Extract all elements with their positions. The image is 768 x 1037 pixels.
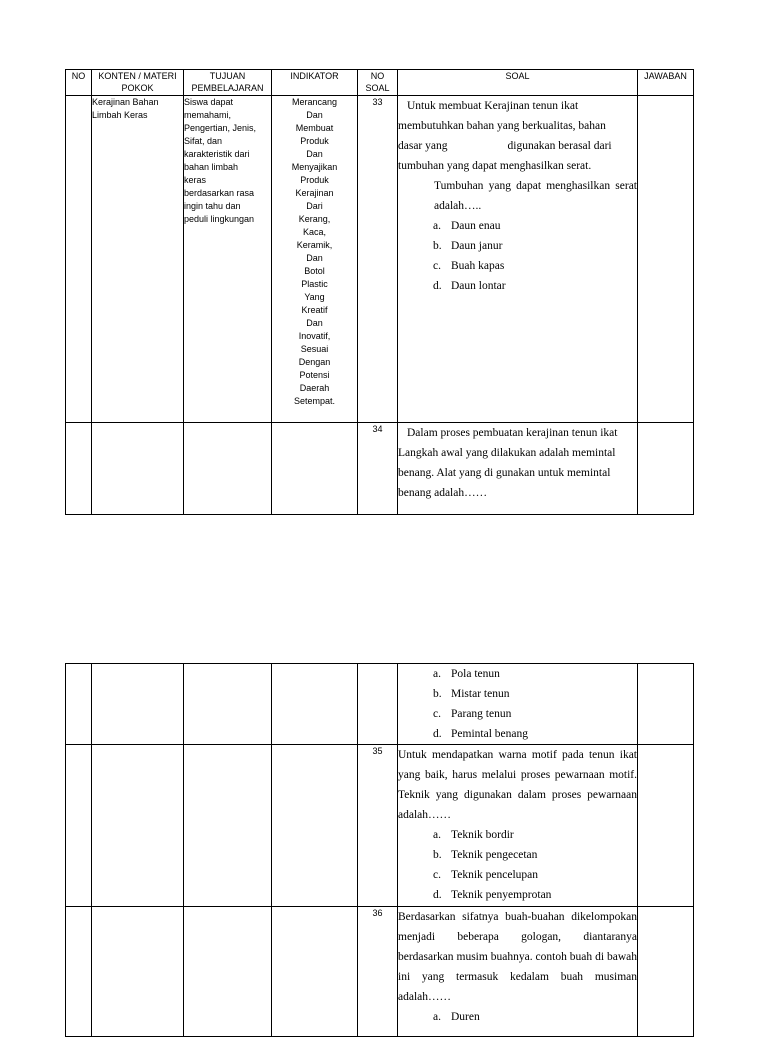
answer-option <box>398 256 637 276</box>
cell-tujuan <box>184 664 272 745</box>
question-number: 34 <box>358 423 398 515</box>
cell-no <box>66 907 92 1037</box>
answer-options <box>398 1007 637 1027</box>
option-text: Teknik bordir <box>451 829 514 841</box>
cell-indikator <box>272 423 358 515</box>
answer-option <box>398 1007 637 1027</box>
option-text: Duren <box>451 1011 480 1023</box>
answer-option <box>398 704 637 724</box>
question-number: 33 <box>358 96 398 423</box>
question-line: membutuhkan bahan yang berkualitas, bahan <box>398 120 606 132</box>
option-text: Buah kapas <box>451 260 505 272</box>
option-letter: b. <box>433 849 442 861</box>
header-konten: KONTEN / MATERI POKOK <box>92 70 184 96</box>
option-letter: c. <box>433 708 441 720</box>
cell-konten: Kerajinan Bahan Limbah Keras <box>92 96 184 423</box>
cell-no-soal <box>358 664 398 745</box>
cell-indikator <box>272 664 358 745</box>
option-letter: a. <box>433 220 441 232</box>
table-row-33 <box>66 96 694 423</box>
option-letter: c. <box>433 869 441 881</box>
option-letter: b. <box>433 240 442 252</box>
option-letter: a. <box>433 829 441 841</box>
answer-option <box>398 845 637 865</box>
question-table-part-2 <box>65 663 694 1037</box>
answer-options <box>398 825 637 905</box>
option-text: Teknik pengecetan <box>451 849 538 861</box>
option-text: Pemintal benang <box>451 728 528 740</box>
answer-option <box>398 236 637 256</box>
question-text: Berdasarkan sifatnya buah-buahan dikelompokan menjadi beberapa gologan, diantaranya berdasarkan musim buahnya. contoh buah di bawah ini yang termasuk kedalam buah musiman adalah…… <box>398 911 637 1003</box>
header-jawaban: JAWABAN <box>638 70 694 96</box>
answer-option <box>398 276 637 296</box>
question-line: benang. Alat yang di gunakan untuk memintal <box>398 467 611 479</box>
question-35 <box>398 745 638 907</box>
question-36 <box>398 907 638 1037</box>
option-text: Daun enau <box>451 220 501 232</box>
cell-konten <box>92 907 184 1037</box>
option-letter: b. <box>433 688 442 700</box>
header-no-soal: NO SOAL <box>358 70 398 96</box>
cell-tujuan: Siswa dapat memahami, Pengertian, Jenis, Sifat, dan karakteristik dari bahan limbah keras berdasarkan rasa ingin tahu dan peduli lingkungan <box>184 96 272 423</box>
question-fragment: dasar yang <box>398 140 448 152</box>
question-34 <box>398 423 638 515</box>
answer-option <box>398 724 637 744</box>
option-text: Teknik penyemprotan <box>451 889 552 901</box>
cell-no <box>66 745 92 907</box>
question-line: benang adalah…… <box>398 487 488 499</box>
option-text: Parang tenun <box>451 708 512 720</box>
answer-option <box>398 885 637 905</box>
option-letter: a. <box>433 668 441 680</box>
option-text: Teknik pencelupan <box>451 869 539 881</box>
question-line: tumbuhan yang dapat menghasilkan serat. <box>398 160 592 172</box>
question-line <box>398 136 637 156</box>
table-row-35 <box>66 745 694 907</box>
cell-no <box>66 423 92 515</box>
cell-tujuan <box>184 907 272 1037</box>
answer-option <box>398 216 637 236</box>
question-text: Untuk mendapatkan warna motif pada tenun ikat yang baik, harus melalui proses pewarnaan motif. Teknik yang digunakan dalam proses pewarnaan adalah…… <box>398 749 637 821</box>
question-number: 36 <box>358 907 398 1037</box>
header-indikator: INDIKATOR <box>272 70 358 96</box>
cell-tujuan <box>184 745 272 907</box>
option-letter: d. <box>433 889 442 901</box>
cell-jawaban <box>638 423 694 515</box>
table-row-34-continued <box>66 664 694 745</box>
answer-option <box>398 865 637 885</box>
option-text: Pola tenun <box>451 668 500 680</box>
answer-option <box>398 825 637 845</box>
cell-indikator <box>272 907 358 1037</box>
cell-indikator: Merancang Dan Membuat Produk Dan Menyajikan Produk Kerajinan Dari Kerang, Kaca, Keramik, Dan Botol Plastic Yang Kreatif Dan Inovatif, Sesuai Dengan Potensi Daerah Setempat. <box>272 96 358 423</box>
option-text: Daun janur <box>451 240 503 252</box>
cell-konten <box>92 423 184 515</box>
answer-options <box>398 664 637 744</box>
cell-jawaban <box>638 745 694 907</box>
option-text: Daun lontar <box>451 280 506 292</box>
question-33 <box>398 96 638 423</box>
option-letter: d. <box>433 280 442 292</box>
cell-jawaban <box>638 664 694 745</box>
header-soal: SOAL <box>398 70 638 96</box>
cell-konten <box>92 664 184 745</box>
cell-indikator <box>272 745 358 907</box>
question-number: 35 <box>358 745 398 907</box>
option-letter: a. <box>433 1011 441 1023</box>
question-prompt: Tumbuhan yang dapat menghasilkan serat adalah….. <box>434 180 637 212</box>
question-34-options <box>398 664 638 745</box>
cell-no <box>66 96 92 423</box>
cell-jawaban <box>638 96 694 423</box>
question-line: Langkah awal yang dilakukan adalah memintal <box>398 447 616 459</box>
answer-option <box>398 664 637 684</box>
answer-option <box>398 684 637 704</box>
cell-jawaban <box>638 907 694 1037</box>
question-line: Dalam proses pembuatan kerajinan tenun ikat <box>407 427 618 439</box>
header-no: NO <box>66 70 92 96</box>
table-header-row <box>66 70 694 96</box>
option-text: Mistar tenun <box>451 688 510 700</box>
question-line: Untuk membuat Kerajinan tenun ikat <box>407 100 579 112</box>
table-row-34 <box>66 423 694 515</box>
cell-konten <box>92 745 184 907</box>
question-table-part-1 <box>65 69 694 515</box>
cell-no <box>66 664 92 745</box>
option-letter: d. <box>433 728 442 740</box>
cell-tujuan <box>184 423 272 515</box>
question-fragment: digunakan berasal dari <box>507 140 612 152</box>
header-tujuan: TUJUAN PEMBELAJARAN <box>184 70 272 96</box>
table-row-36 <box>66 907 694 1037</box>
answer-options <box>398 216 637 296</box>
option-letter: c. <box>433 260 441 272</box>
